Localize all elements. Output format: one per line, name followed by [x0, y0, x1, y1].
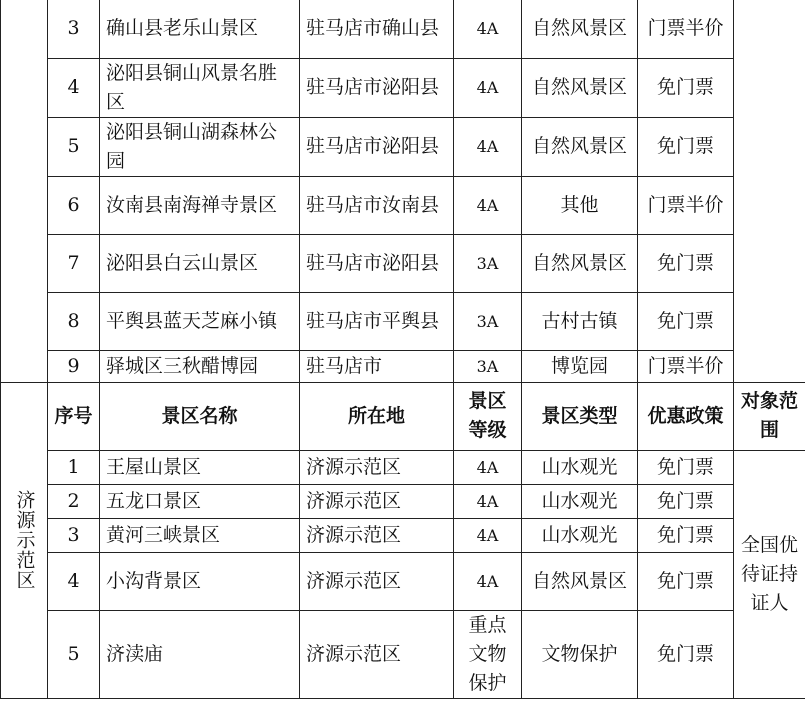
header-no: 序号 — [48, 382, 100, 450]
location: 驻马店市泌阳县 — [300, 234, 454, 292]
grade: 3A — [454, 292, 522, 350]
grade: 4A — [454, 518, 522, 552]
header-type: 景区类型 — [522, 382, 638, 450]
header-name: 景区名称 — [100, 382, 300, 450]
discount-policy: 门票半价 — [638, 350, 734, 382]
discount-policy: 免门票 — [638, 234, 734, 292]
scope-cell-prev — [734, 0, 805, 382]
grade: 4A — [454, 552, 522, 610]
row-number: 8 — [48, 292, 100, 350]
location: 济源示范区 — [300, 484, 454, 518]
table-row — [1, 552, 805, 610]
table-row — [1, 176, 805, 234]
row-number: 4 — [48, 552, 100, 610]
location: 济源示范区 — [300, 450, 454, 484]
scenic-type: 自然风景区 — [522, 58, 638, 117]
scenic-name: 小沟背景区 — [100, 552, 300, 610]
grade: 4A — [454, 58, 522, 117]
scope-cell: 全国优待证持证人 — [734, 450, 805, 698]
table-row — [1, 518, 805, 552]
scenic-name: 济渎庙 — [100, 610, 300, 698]
scenic-type: 古村古镇 — [522, 292, 638, 350]
table-row — [1, 58, 805, 117]
table-row — [1, 350, 805, 382]
row-number: 2 — [48, 484, 100, 518]
row-number: 1 — [48, 450, 100, 484]
scenic-type: 山水观光 — [522, 484, 638, 518]
scenic-type: 博览园 — [522, 350, 638, 382]
scenic-type: 山水观光 — [522, 450, 638, 484]
table-row — [1, 292, 805, 350]
location: 济源示范区 — [300, 552, 454, 610]
scenic-name: 王屋山景区 — [100, 450, 300, 484]
scenic-type: 自然风景区 — [522, 0, 638, 58]
location: 驻马店市平舆县 — [300, 292, 454, 350]
discount-policy: 免门票 — [638, 518, 734, 552]
discount-policy: 免门票 — [638, 484, 734, 518]
table-row — [1, 484, 805, 518]
discount-policy: 免门票 — [638, 292, 734, 350]
scenic-name: 平舆县蓝天芝麻小镇 — [100, 292, 300, 350]
discount-policy: 门票半价 — [638, 176, 734, 234]
row-number: 9 — [48, 350, 100, 382]
grade: 4A — [454, 450, 522, 484]
row-number: 5 — [48, 610, 100, 698]
discount-policy: 门票半价 — [638, 0, 734, 58]
location: 驻马店市泌阳县 — [300, 117, 454, 176]
row-number: 4 — [48, 58, 100, 117]
location: 济源示范区 — [300, 518, 454, 552]
scenic-type: 自然风景区 — [522, 234, 638, 292]
scenic-name: 汝南县南海禅寺景区 — [100, 176, 300, 234]
discount-policy: 免门票 — [638, 610, 734, 698]
scenic-name: 驿城区三秋醋博园 — [100, 350, 300, 382]
header-scope: 对象范围 — [734, 382, 805, 450]
region-cell — [1, 382, 48, 698]
scenic-name: 确山县老乐山景区 — [100, 0, 300, 58]
scenic-type: 自然风景区 — [522, 117, 638, 176]
scenic-type: 其他 — [522, 176, 638, 234]
location: 驻马店市确山县 — [300, 0, 454, 58]
grade: 重点文物保护 — [454, 610, 522, 698]
location: 驻马店市汝南县 — [300, 176, 454, 234]
row-number: 6 — [48, 176, 100, 234]
table-row — [1, 117, 805, 176]
scenic-type: 文物保护 — [522, 610, 638, 698]
table-row — [1, 450, 805, 484]
grade: 4A — [454, 117, 522, 176]
header-row — [1, 382, 805, 450]
scenic-name: 黄河三峡景区 — [100, 518, 300, 552]
grade: 3A — [454, 234, 522, 292]
region-cell-prev — [1, 0, 48, 382]
header-policy: 优惠政策 — [638, 382, 734, 450]
grade: 4A — [454, 0, 522, 58]
discount-policy: 免门票 — [638, 552, 734, 610]
discount-policy: 免门票 — [638, 58, 734, 117]
region-label: 济源示范区 — [13, 490, 36, 590]
table-row — [1, 610, 805, 698]
scenic-name: 泌阳县铜山湖森林公园 — [100, 117, 300, 176]
scenic-name: 泌阳县铜山风景名胜区 — [100, 58, 300, 117]
row-number: 7 — [48, 234, 100, 292]
grade: 4A — [454, 484, 522, 518]
scenic-name: 五龙口景区 — [100, 484, 300, 518]
table-row — [1, 234, 805, 292]
header-grade: 景区等级 — [454, 382, 522, 450]
row-number: 5 — [48, 117, 100, 176]
location: 驻马店市泌阳县 — [300, 58, 454, 117]
location: 驻马店市 — [300, 350, 454, 382]
table-row — [1, 0, 805, 58]
discount-policy: 免门票 — [638, 117, 734, 176]
scenic-name: 泌阳县白云山景区 — [100, 234, 300, 292]
row-number: 3 — [48, 0, 100, 58]
row-number: 3 — [48, 518, 100, 552]
grade: 4A — [454, 176, 522, 234]
scenic-type: 自然风景区 — [522, 552, 638, 610]
grade: 3A — [454, 350, 522, 382]
discount-policy: 免门票 — [638, 450, 734, 484]
location: 济源示范区 — [300, 610, 454, 698]
header-location: 所在地 — [300, 382, 454, 450]
scenic-type: 山水观光 — [522, 518, 638, 552]
